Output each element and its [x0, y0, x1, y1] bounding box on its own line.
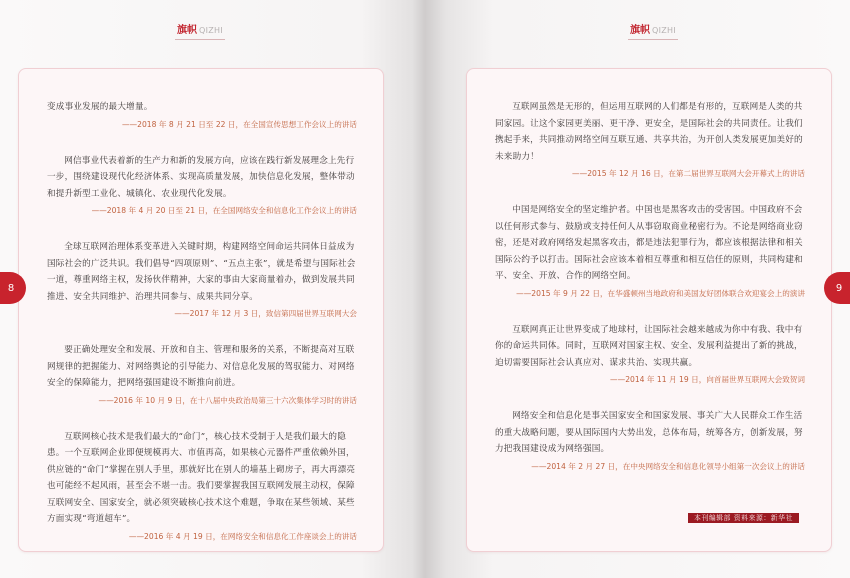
quote-source: ——2016 年 10 月 9 日，在十八届中央政治局第三十六次集体学习时的讲话	[98, 395, 357, 405]
quote-text: 中国是网络安全的坚定维护者。中国也是黑客攻击的受害国。中国政府不会以任何形式参与、鼓励或支持任何人从事窃取商业秘密行为。不论是网络商业窃密，还是对政府网络发起黑客攻击，都是违法犯罪行为，都应该根据法律和相关国际公约予以打击。国际社会应该本着相互尊重和相互信任的原则，共同构建和平、安全、开放、合作的网络空间。	[495, 205, 803, 281]
quote-card-left	[18, 68, 384, 552]
quote-text: 互联网真正让世界变成了地球村，让国际社会越来越成为你中有我、我中有你的命运共同体。同时，互联网对国家主权、安全、发展利益提出了新的挑战，迫切需要国际社会认真应对、谋求共治、实现共赢。	[495, 324, 803, 368]
page-number-right: 9	[824, 272, 850, 304]
quote-block	[47, 99, 357, 131]
quote-text: 变成事业发展的最大增量。	[47, 102, 153, 112]
source-credit-badge: 本刊编辑部 资料来源：新华社	[688, 513, 799, 523]
quote-source: ——2015 年 9 月 22 日，在华盛顿州当地政府和美国友好团体联合欢迎宴会上的演讲	[516, 288, 805, 298]
quote-source: ——2014 年 11 月 19 日，向首届世界互联网大会致贺词	[610, 375, 805, 384]
quote-source: ——2015 年 12 月 16 日，在第二届世界互联网大会开幕式上的讲话	[572, 169, 805, 178]
quote-text: 互联网虽然是无形的，但运用互联网的人们都是有形的，互联网是人类的共同家园。让这个家园更美丽、更干净、更安全，是国际社会的共同责任。让我们携起手来，共同推动网络空间互联互通、共享共治，为开创人类发展更加美好的未来助力！	[495, 102, 803, 162]
quote-text: 全球互联网治理体系变革进入关键时期，构建网络空间命运共同体日益成为国际社会的广泛共识。我们倡导“四项原则”、“五点主张”，就是希望与国际社会一道，尊重网络主权，发扬伙伴精神，大家的事由大家商量着办，做到发展共同推进、安全共同维护、治理共同参与、成果共同分享。	[47, 242, 356, 302]
quote-block	[495, 322, 805, 387]
masthead-logo: 旗帜	[177, 25, 197, 36]
masthead-logo: 旗帜	[630, 25, 650, 36]
quote-source: ——2018 年 4 月 20 日至 21 日，在全国网络安全和信息化工作会议上的讲话	[91, 206, 357, 215]
quote-block	[47, 239, 357, 320]
quote-block	[47, 342, 357, 407]
quote-card-right	[466, 68, 832, 552]
masthead-sub: QIZHI	[199, 26, 224, 35]
quote-block	[495, 202, 805, 300]
quote-block	[495, 408, 805, 473]
page-number-left: 8	[0, 272, 26, 304]
quote-text: 网络安全和信息化是事关国家安全和国家发展、事关广大人民群众工作生活的重大战略问题，要从国际国内大势出发，总体布局，统筹各方，创新发展，努力把我国建设成为网络强国。	[495, 411, 803, 454]
quote-text: 要正确处理安全和发展、开放和自主、管理和服务的关系，不断提高对互联网规律的把握能力、对网络舆论的引导能力、对信息化发展的驾驭能力、对网络安全的保障能力，把网络强国建设不断推向前进。	[47, 345, 355, 388]
quote-block	[47, 429, 357, 543]
quote-text: 互联网核心技术是我们最大的“命门”，核心技术受制于人是我们最大的隐患。一个互联网企业即便规模再大、市值再高，如果核心元器件严重依赖外国，供应链的“命门”掌握在别人手里，那就好比在别人的墙基上砌房子，再大再漂亮也可能经不起风雨，甚至会不堪一击。我们要掌握我国互联网发展主动权，保障互联网安全、国家安全，就必须突破核心技术这个难题，争取在某些领域、某些方面实现“弯道超车”。	[47, 431, 356, 524]
quote-source: ——2016 年 4 月 19 日，在网络安全和信息化工作座谈会上的讲话	[128, 531, 357, 541]
masthead-right	[630, 24, 676, 38]
quote-text: 网信事业代表着新的生产力和新的发展方向，应该在践行新发展理念上先行一步，围绕建设现代化经济体系、实现高质量发展，加快信息化发展，整体带动和提升新型工业化、城镇化、农业现代化发展。	[47, 155, 355, 199]
masthead-left	[177, 24, 223, 38]
quote-source: ——2018 年 8 月 21 日至 22 日，在全国宣传思想工作会议上的讲话	[121, 119, 357, 129]
quote-source: ——2017 年 12 月 3 日，致信第四届世界互联网大会	[174, 309, 357, 318]
right-page	[425, 0, 850, 578]
quote-block	[495, 99, 805, 180]
quote-block	[47, 153, 357, 218]
masthead-sub: QIZHI	[652, 26, 677, 35]
quote-source: ——2014 年 2 月 27 日，在中央网络安全和信息化领导小组第一次会议上的讲话	[531, 461, 805, 471]
